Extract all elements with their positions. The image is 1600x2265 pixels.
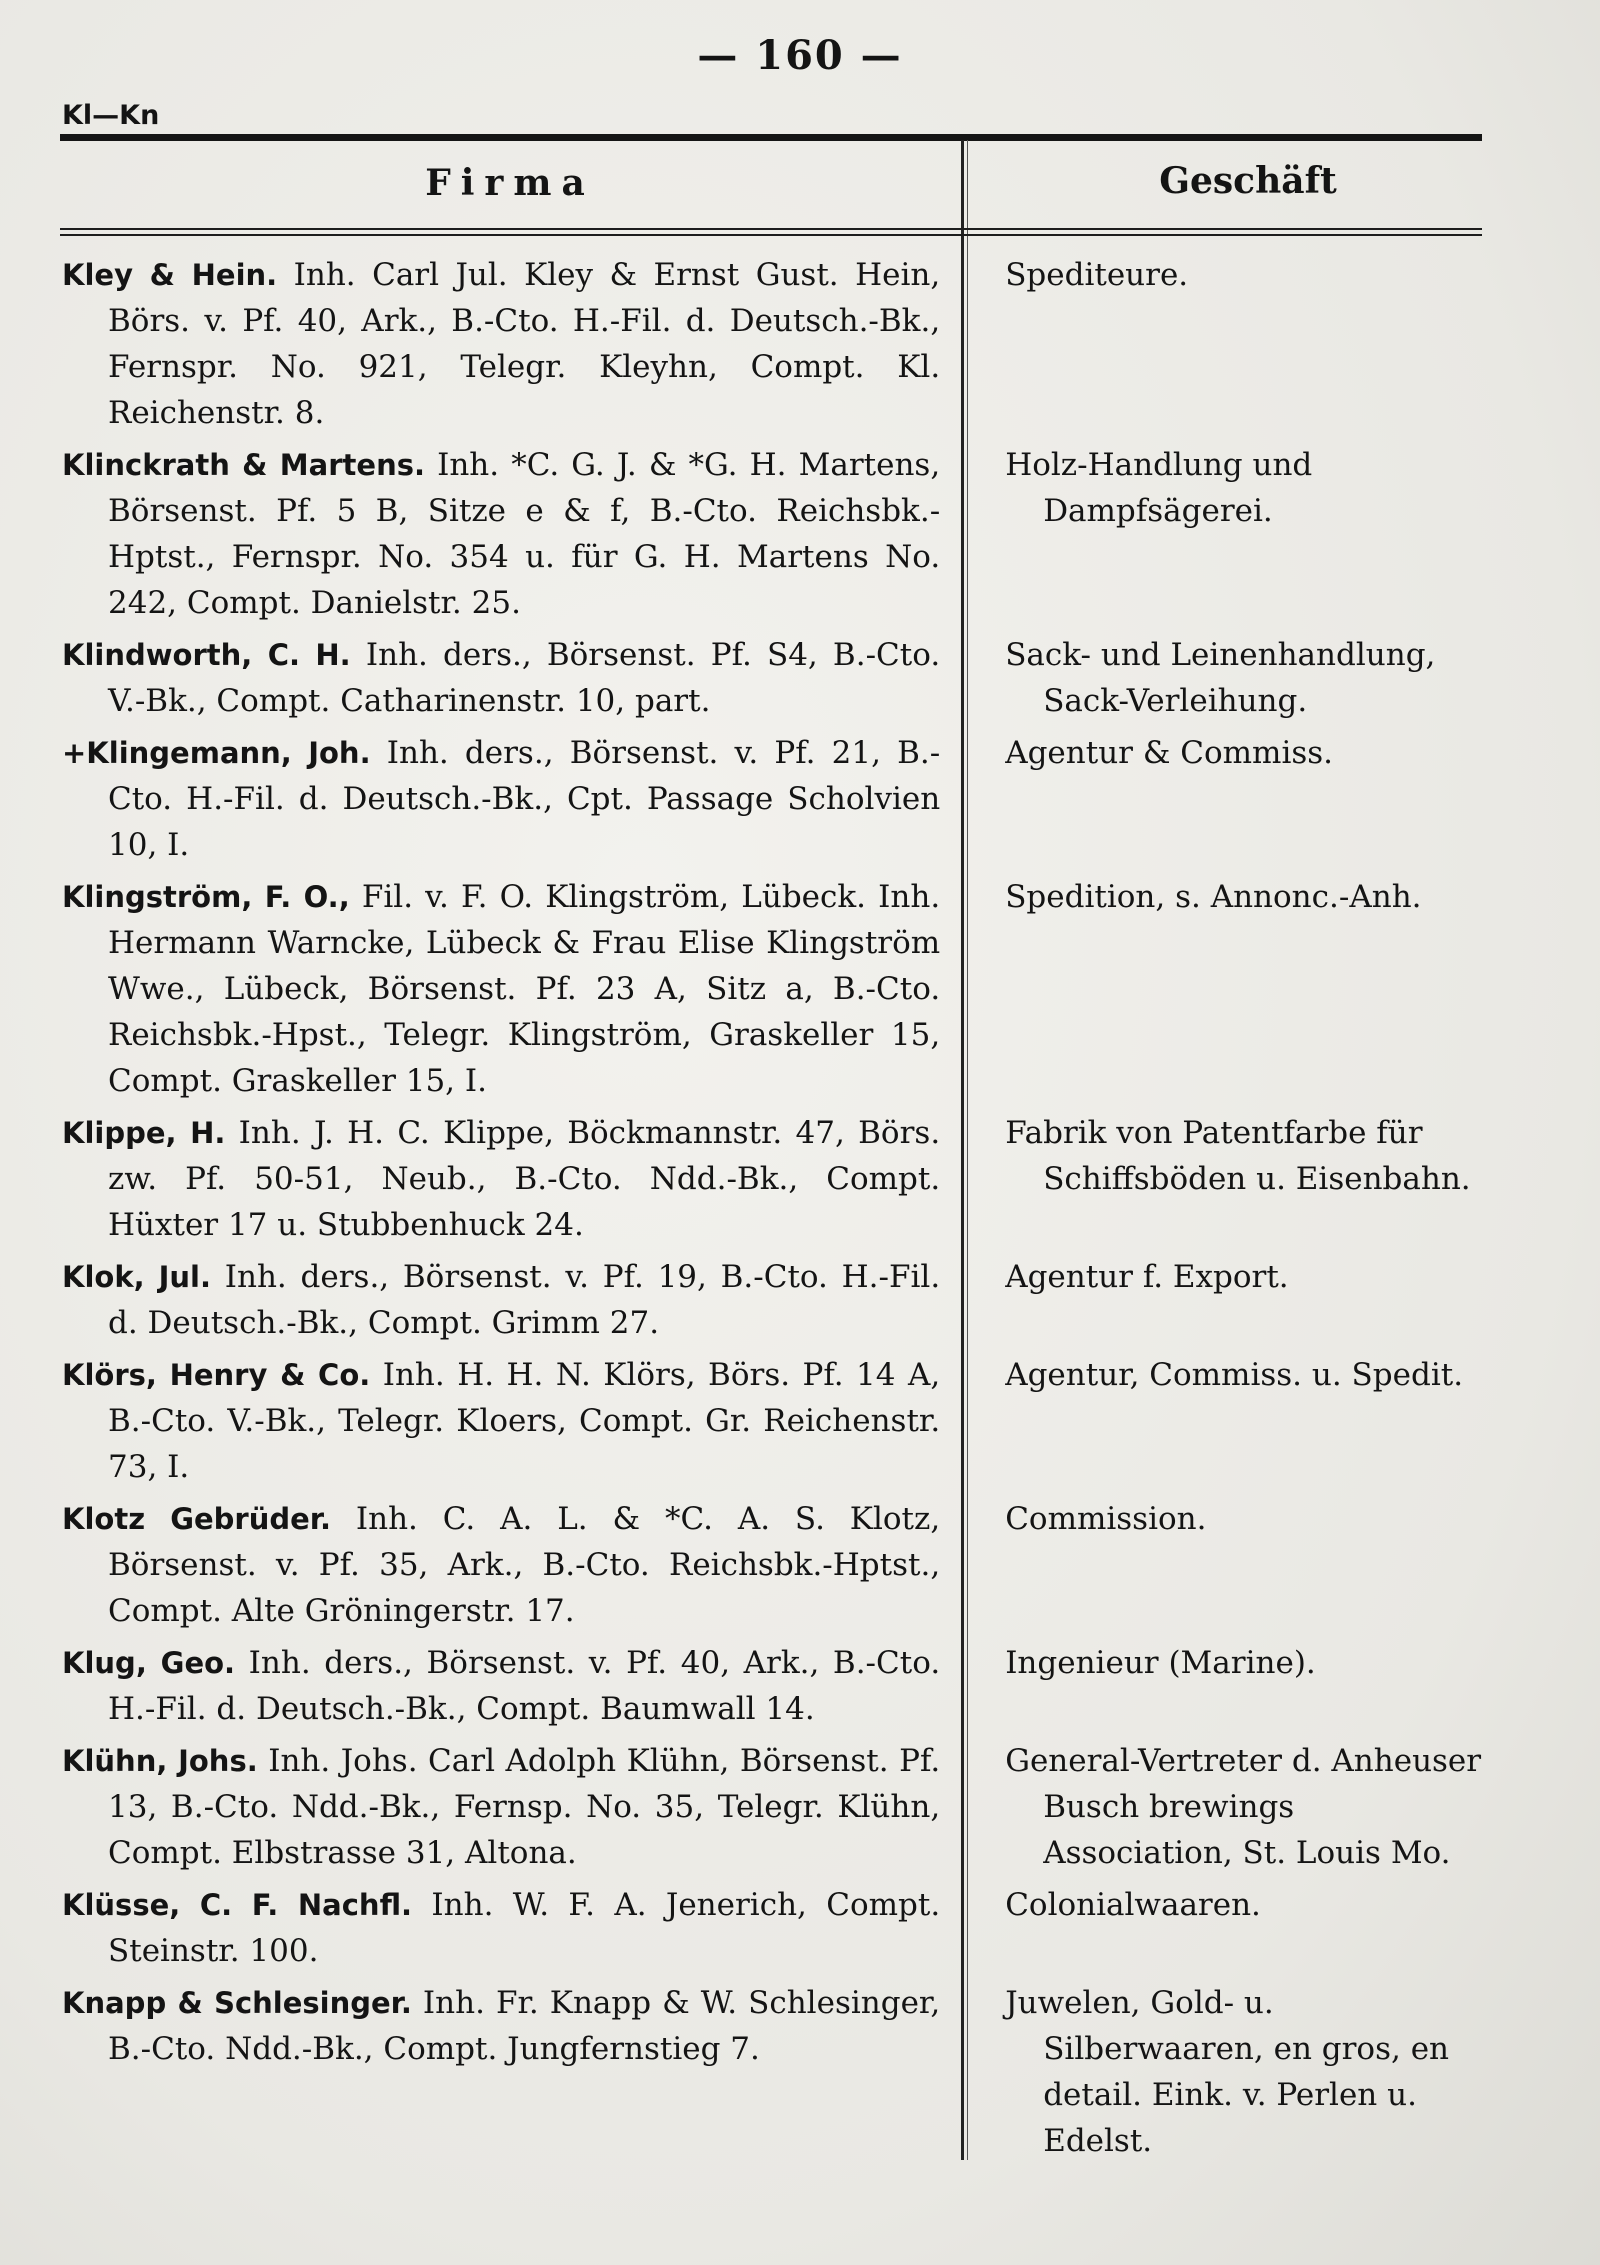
firm-details: Inh. ders., Börsenst. Pf. S4, B.-Cto. V.-Bk., Compt. Catharinenstr. 10, part. xyxy=(108,637,941,719)
entry-row xyxy=(62,1352,1492,1490)
firm-cell xyxy=(62,1254,940,1346)
business-cell: Sack- und Leinenhandlung, Sack-Verleihung. xyxy=(1005,637,1436,719)
entry-row xyxy=(62,1496,1492,1634)
entry-row xyxy=(62,632,1492,724)
firm-name: Kley & Hein. xyxy=(62,258,278,292)
firm-cell xyxy=(62,730,940,868)
firm-cell xyxy=(62,1640,940,1732)
firm-details: Fil. v. F. O. Klingström, Lübeck. Inh. Hermann Warncke, Lübeck & Frau Elise Klingström Wwe., Lübeck, Börsenst. Pf. 23 A, Sitz a, B.-Cto. Reichsbk.-Hpst., Telegr. Klingström, Graskeller 15, Compt. Graskeller 15, I. xyxy=(108,879,941,1099)
business-cell: Colonialwaaren. xyxy=(1005,1887,1261,1923)
firm-name: +Klingemann, Joh. xyxy=(62,736,371,770)
firma-heading: Firma xyxy=(425,162,595,204)
firm-name: Klotz Gebrüder. xyxy=(62,1502,331,1536)
directory-entries xyxy=(62,252,1492,2170)
business-cell: Holz-Handlung und Dampfsägerei. xyxy=(1005,447,1313,529)
firm-details: Inh. C. A. L. & *C. A. S. Klotz, Börsenst. v. Pf. 35, Ark., B.-Cto. Reichsbk.-Hptst., Compt. Alte Gröningerstr. 17. xyxy=(108,1501,941,1629)
top-rule xyxy=(60,134,1482,141)
entry-row xyxy=(62,1110,1492,1248)
firm-name: Klug, Geo. xyxy=(62,1646,236,1680)
firm-details: Inh. Johs. Carl Adolph Klühn, Börsenst. Pf. 13, B.-Cto. Ndd.-Bk., Fernsp. No. 35, Telegr. Klühn, Compt. Elbstrasse 31, Altona. xyxy=(108,1743,941,1871)
business-cell: Commission. xyxy=(1005,1501,1207,1537)
business-cell: General-Vertreter d. Anheuser Busch brewings Association, St. Louis Mo. xyxy=(1005,1743,1482,1871)
firm-cell xyxy=(62,442,940,626)
firm-details: Inh. W. F. A. Jenerich, Compt. Steinstr. 100. xyxy=(108,1887,941,1969)
firm-details: Inh. Fr. Knapp & W. Schlesinger, B.-Cto. Ndd.-Bk., Compt. Jungfernstieg 7. xyxy=(108,1985,941,2067)
firm-details: Inh. ders., Börsenst. v. Pf. 21, B.-Cto. H.-Fil. d. Deutsch.-Bk., Cpt. Passage Scholvien 10, I. xyxy=(108,735,941,863)
business-cell: Ingenieur (Marine). xyxy=(1005,1645,1316,1681)
entry-row xyxy=(62,442,1492,626)
business-cell: Spedition, s. Annonc.-Anh. xyxy=(1005,879,1422,915)
firm-cell xyxy=(62,632,940,724)
firm-name: Klok, Jul. xyxy=(62,1260,212,1294)
header-rule xyxy=(60,228,1482,236)
entry-row xyxy=(62,1980,1492,2164)
geschaeft-heading: Geschäft xyxy=(1159,160,1337,202)
firm-cell xyxy=(62,1352,940,1490)
firm-name: Klingström, F. O., xyxy=(62,880,350,914)
firm-details: Inh. J. H. C. Klippe, Böckmannstr. 47, Börs. zw. Pf. 50-51, Neub., B.-Cto. Ndd.-Bk., Compt. Hüxter 17 u. Stubbenhuck 24. xyxy=(108,1115,941,1243)
firm-name: Klühn, Johs. xyxy=(62,1744,258,1778)
business-cell: Agentur & Commiss. xyxy=(1005,735,1334,771)
firm-name: Klippe, H. xyxy=(62,1116,226,1150)
page-number: — 160 — xyxy=(697,32,903,79)
firm-cell xyxy=(62,1980,940,2164)
entry-row xyxy=(62,1882,1492,1974)
firm-cell xyxy=(62,874,940,1104)
firm-cell xyxy=(62,1110,940,1248)
entry-row xyxy=(62,1254,1492,1346)
firm-name: Klüsse, C. F. Nachfl. xyxy=(62,1888,413,1922)
entry-row xyxy=(62,1738,1492,1876)
business-cell: Spediteure. xyxy=(1005,257,1189,293)
firm-details: Inh. ders., Börsenst. v. Pf. 19, B.-Cto. H.-Fil. d. Deutsch.-Bk., Compt. Grimm 27. xyxy=(108,1259,941,1341)
business-cell: Agentur, Commiss. u. Spedit. xyxy=(1005,1357,1464,1393)
entry-row xyxy=(62,730,1492,868)
firm-details: Inh. H. H. N. Klörs, Börs. Pf. 14 A, B.-Cto. V.-Bk., Telegr. Kloers, Compt. Gr. Reichenstr. 73, I. xyxy=(108,1357,941,1485)
firm-cell xyxy=(62,1738,940,1876)
alphabetical-range: Kl—Kn xyxy=(62,100,160,131)
business-cell: Agentur f. Export. xyxy=(1005,1259,1289,1295)
entry-row xyxy=(62,874,1492,1104)
entry-row xyxy=(62,252,1492,436)
firm-details: Inh. *C. G. J. & *G. H. Martens, Börsenst. Pf. 5 B, Sitze e & f, B.-Cto. Reichsbk.-Hptst., Fernspr. No. 354 u. für G. H. Martens No. 242, Compt. Danielstr. 25. xyxy=(108,447,941,621)
firm-details: Inh. ders., Börsenst. v. Pf. 40, Ark., B.-Cto. H.-Fil. d. Deutsch.-Bk., Compt. Baumwall 14. xyxy=(108,1645,941,1727)
firm-name: Klörs, Henry & Co. xyxy=(62,1358,371,1392)
firm-cell xyxy=(62,252,940,436)
firm-cell xyxy=(62,1882,940,1974)
entry-row xyxy=(62,1640,1492,1732)
firm-name: Klinckrath & Martens. xyxy=(62,448,425,482)
firm-name: Knapp & Schlesinger. xyxy=(62,1986,412,2020)
business-cell: Juwelen, Gold- u. Silberwaaren, en gros, en detail. Eink. v. Perlen u. Edelst. xyxy=(1005,1985,1450,2159)
firm-name: Klindworth, C. H. xyxy=(62,638,351,672)
business-cell: Fabrik von Patentfarbe für Schiffsböden u. Eisenbahn. xyxy=(1005,1115,1471,1197)
firm-cell xyxy=(62,1496,940,1634)
firm-details: Inh. Carl Jul. Kley & Ernst Gust. Hein, Börs. v. Pf. 40, Ark., B.-Cto. H.-Fil. d. Deutsch.-Bk., Fernspr. No. 921, Telegr. Kleyhn, Compt. Kl. Reichenstr. 8. xyxy=(108,257,941,431)
